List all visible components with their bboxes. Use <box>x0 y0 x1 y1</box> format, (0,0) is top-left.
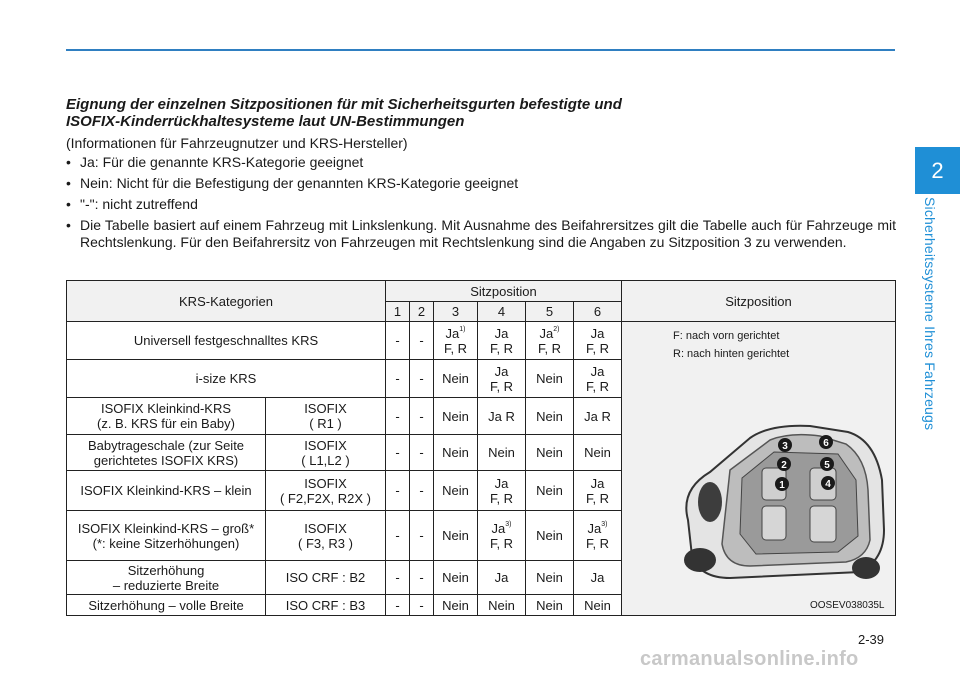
value-text: Ja <box>590 325 605 341</box>
value-cell: - <box>386 511 410 561</box>
value-cell: - <box>410 435 434 471</box>
category-text: – reduzierte Breite <box>112 577 220 593</box>
value-cell: Nein <box>526 595 574 616</box>
position-header: 4 <box>478 302 526 322</box>
value-cell <box>574 511 622 561</box>
list-item: • Ja: Für die genannte KRS-Kategorie geeignet <box>66 154 896 171</box>
category-cell: Universell festgeschnalltes KRS <box>67 322 386 360</box>
position-header: 5 <box>526 302 574 322</box>
value-cell: - <box>410 471 434 511</box>
fixture-text: ( L1,L2 ) <box>301 452 350 468</box>
value-cell <box>478 471 526 511</box>
chapter-tab <box>915 147 960 194</box>
value-cell: Nein <box>434 511 478 561</box>
value-text: Ja <box>445 325 460 341</box>
value-text: Ja <box>494 363 509 379</box>
fixture-text: ( R1 ) <box>309 416 342 431</box>
fixture-cell <box>266 511 386 561</box>
car-seat-diagram <box>670 410 892 600</box>
value-text: Ja <box>494 475 509 491</box>
value-cell: Nein <box>526 561 574 595</box>
category-text: gerichtetes ISOFIX KRS) <box>93 452 239 468</box>
fixture-text: ( F3, R3 ) <box>298 535 353 551</box>
value-cell: Nein <box>526 398 574 435</box>
position-header: 1 <box>386 302 410 322</box>
chapter-title: Sicherheitssysteme Ihres Fahrzeugs <box>922 197 938 431</box>
category-text: (z. B. KRS für ein Baby) <box>97 416 235 431</box>
value-cell <box>434 322 478 360</box>
footnote-mark: 1) <box>459 325 466 333</box>
value-text: Ja <box>494 325 509 341</box>
seat-6-badge <box>819 435 833 449</box>
value-text: Ja <box>539 325 554 341</box>
fixture-cell <box>266 435 386 471</box>
legend-list <box>66 154 896 255</box>
list-item: • Nein: Nicht für die Befestigung der genannten KRS-Kategorie geeignet <box>66 175 896 192</box>
value-text: Ja <box>587 520 602 536</box>
position-header: 3 <box>434 302 478 322</box>
value-cell: - <box>386 471 410 511</box>
value-text: F, R <box>585 535 610 551</box>
seat-4-badge <box>821 476 835 490</box>
svg-text:6: 6 <box>823 438 829 449</box>
svg-text:4: 4 <box>825 479 831 490</box>
value-cell: Nein <box>434 561 478 595</box>
position-header: 6 <box>574 302 622 322</box>
category-cell: ISOFIX Kleinkind-KRS – klein <box>67 471 266 511</box>
value-cell: - <box>410 360 434 398</box>
category-text: (*: keine Sitzerhöhungen) <box>92 535 240 551</box>
value-text: F, R <box>489 378 514 394</box>
value-cell: - <box>410 322 434 360</box>
category-text: Babytrageschale (zur Seite <box>87 437 245 453</box>
value-text: F, R <box>489 535 514 551</box>
svg-text:2: 2 <box>781 460 787 471</box>
chapter-number: 2 <box>931 157 944 183</box>
value-cell: Nein <box>434 471 478 511</box>
category-cell <box>67 435 266 471</box>
value-cell <box>574 360 622 398</box>
value-text: F, R <box>585 490 610 506</box>
value-cell: Nein <box>574 435 622 471</box>
list-item: • "-": nicht zutreffend <box>66 196 896 213</box>
intro-text: (Informationen für Fahrzeugnutzer und KRS-Hersteller) <box>66 135 408 151</box>
category-text: ISOFIX Kleinkind-KRS – groß* <box>77 520 255 536</box>
section-heading <box>66 96 866 130</box>
seat-2-badge <box>777 457 791 471</box>
value-cell: Nein <box>526 471 574 511</box>
value-cell: - <box>386 398 410 435</box>
value-cell: Nein <box>434 595 478 616</box>
value-cell: Ja R <box>478 398 526 435</box>
footnote-mark: 2) <box>553 325 560 333</box>
value-cell: - <box>386 595 410 616</box>
value-cell: - <box>386 561 410 595</box>
list-item: • Die Tabelle basiert auf einem Fahrzeug mit Linkslenkung. Mit Ausnahme des Beifahrersitzes gilt die Tabelle auch für Fahrzeuge mit Rechtslenkung. Für den Beifahrersitz von Fahrzeugen mit Rechtslenkung sind die Angaben zu Sitzposition 3 zu verwenden. <box>66 217 896 251</box>
category-cell <box>67 511 266 561</box>
value-text: F, R <box>443 340 468 356</box>
seat-3-badge <box>778 438 792 452</box>
value-cell <box>478 511 526 561</box>
value-cell <box>526 322 574 360</box>
watermark: carmanualsonline.info <box>640 648 859 670</box>
position-header: 2 <box>410 302 434 322</box>
footnote-mark: 3) <box>601 520 608 528</box>
image-code: OOSEV038035L <box>810 600 885 611</box>
category-text: Sitzerhöhung <box>127 562 205 578</box>
category-cell: i-size KRS <box>67 360 386 398</box>
header-sitzposition-right: Sitzposition <box>622 281 896 322</box>
seat-5-badge <box>820 457 834 471</box>
value-cell: - <box>410 398 434 435</box>
value-text: F, R <box>537 340 562 356</box>
value-cell: - <box>386 360 410 398</box>
note-rear: R: nach hinten gerichtet <box>673 348 790 360</box>
category-text: ISOFIX Kleinkind-KRS <box>100 401 232 416</box>
direction-notes <box>673 327 789 363</box>
header-sitzposition: Sitzposition <box>386 281 622 302</box>
value-cell: Nein <box>478 435 526 471</box>
value-cell: Ja <box>574 561 622 595</box>
value-cell: Nein <box>526 511 574 561</box>
value-text: F, R <box>585 378 610 394</box>
value-text: F, R <box>489 490 514 506</box>
category-cell <box>67 561 266 595</box>
value-text: Ja <box>491 520 506 536</box>
value-cell <box>478 360 526 398</box>
fixture-text: ISOFIX <box>304 520 347 536</box>
value-cell <box>574 322 622 360</box>
value-cell: Nein <box>434 435 478 471</box>
svg-text:5: 5 <box>824 460 830 471</box>
value-text: Ja <box>590 475 605 491</box>
value-cell <box>478 322 526 360</box>
value-cell: Nein <box>526 435 574 471</box>
table-header-row <box>67 281 896 302</box>
heading-line-1: Eignung der einzelnen Sitzpositionen für mit Sicherheitsgurten befestigte und <box>66 96 622 113</box>
category-cell: Sitzerhöhung – volle Breite <box>67 595 266 616</box>
page-number: 2-39 <box>858 632 885 647</box>
fixture-text: ISOFIX <box>304 475 347 491</box>
value-cell: Ja R <box>574 398 622 435</box>
value-cell <box>574 471 622 511</box>
value-text: F, R <box>489 340 514 356</box>
value-cell: - <box>410 561 434 595</box>
value-cell: Nein <box>574 595 622 616</box>
value-cell: - <box>410 511 434 561</box>
fixture-text: ( F2,F2X, R2X ) <box>279 490 372 506</box>
value-text: F, R <box>585 340 610 356</box>
value-cell: Nein <box>434 360 478 398</box>
value-cell: - <box>386 435 410 471</box>
heading-line-2: ISOFIX-Kinderrückhaltesysteme laut UN-Bestimmungen <box>66 113 465 130</box>
header-categories: KRS-Kategorien <box>67 281 386 322</box>
fixture-cell: ISO CRF : B2 <box>266 561 386 595</box>
fixture-cell <box>266 471 386 511</box>
category-cell <box>67 398 266 435</box>
value-cell: Nein <box>434 398 478 435</box>
fixture-cell <box>266 398 386 435</box>
top-rule <box>66 49 895 51</box>
seat-1-badge <box>775 477 789 491</box>
fixture-cell: ISO CRF : B3 <box>266 595 386 616</box>
footnote-mark: 3) <box>505 520 512 528</box>
svg-text:3: 3 <box>782 441 788 452</box>
value-cell: - <box>386 322 410 360</box>
value-cell: Nein <box>478 595 526 616</box>
fixture-text: ISOFIX <box>304 401 347 416</box>
svg-text:1: 1 <box>779 480 785 491</box>
note-forward: F: nach vorn gerichtet <box>673 330 780 342</box>
value-text: Ja <box>590 363 605 379</box>
value-cell: - <box>410 595 434 616</box>
value-cell: Nein <box>526 360 574 398</box>
fixture-text: ISOFIX <box>304 437 347 453</box>
value-cell: Ja <box>478 561 526 595</box>
